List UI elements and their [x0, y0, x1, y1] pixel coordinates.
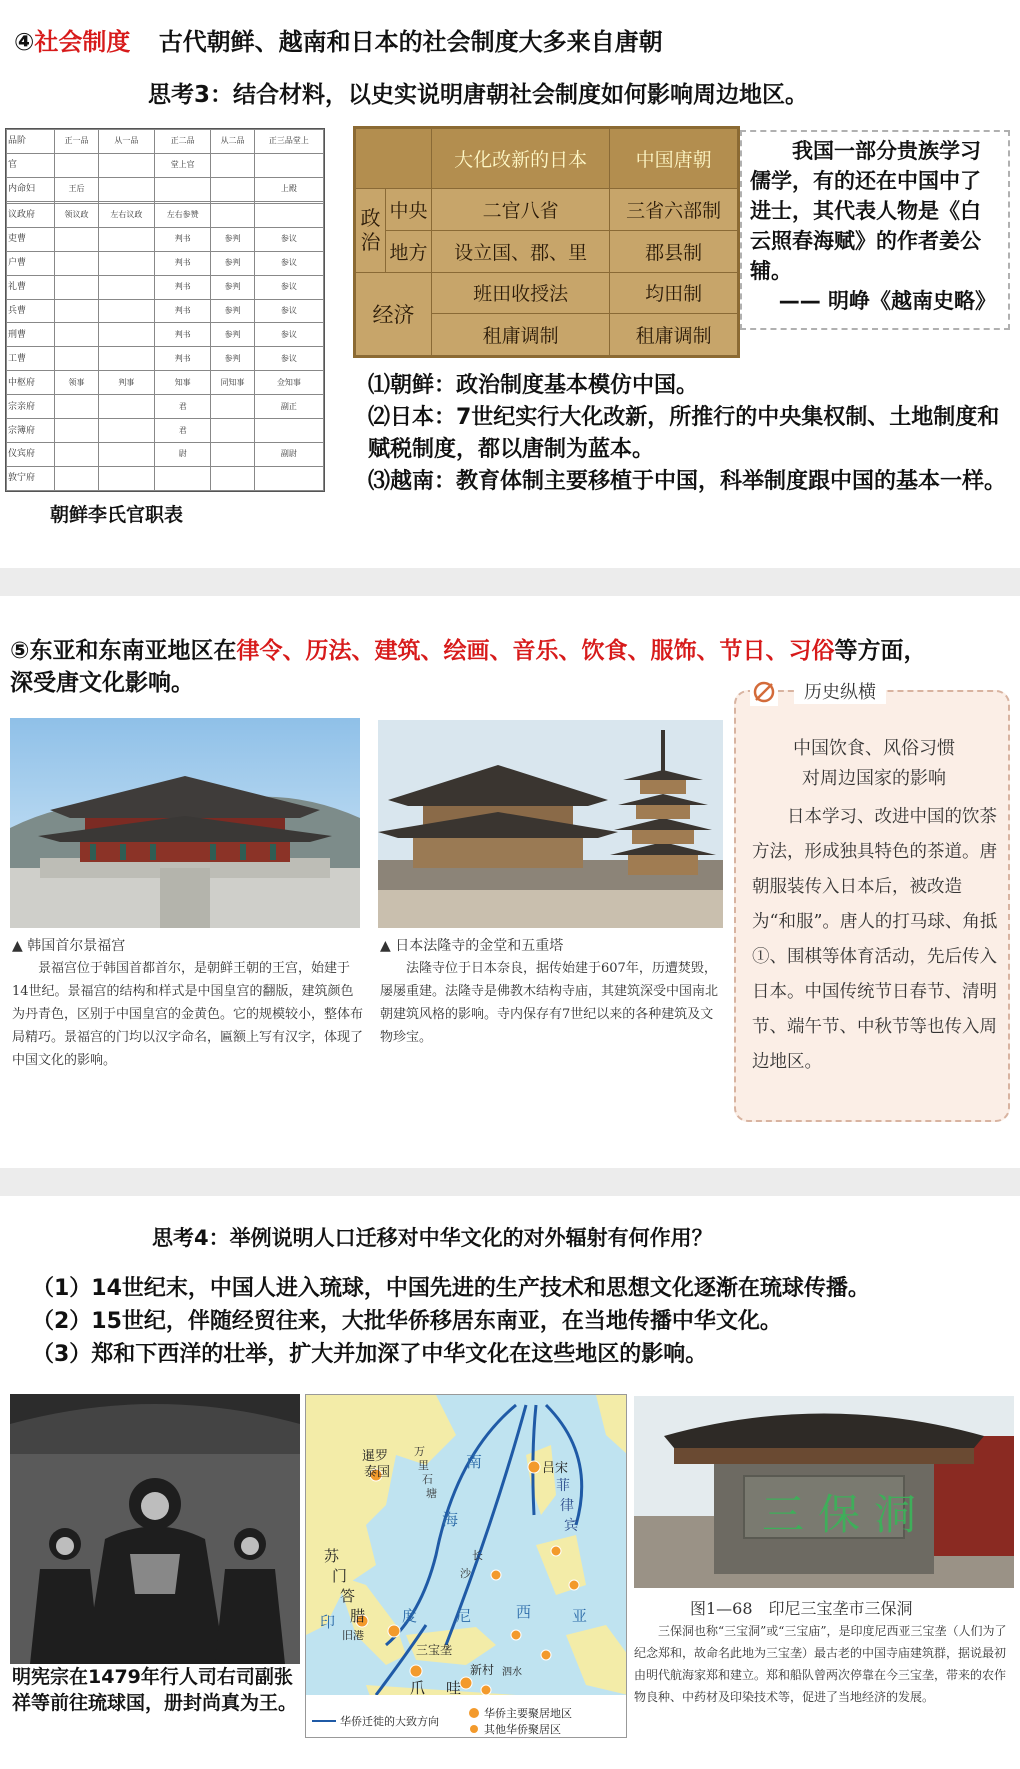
sam-poo-kong-text: 三保洞也称“三宝洞”或“三宝庙”，是印度尼西亚三宝垄（人们为了纪念郑和，故命名此地为三宝垄）最古老的中国寺庙建筑群，据说最初由明代航海家郑和建立。郑和船队曾两次停靠在今三宝垄，带来的农作物良种、中药材及印染技术等，促进了当地经济的发展。 [634, 1624, 1007, 1704]
korea-table-cell: 参判 [211, 347, 254, 371]
korea-table-cell [55, 299, 98, 323]
korea-table-cell [211, 203, 254, 227]
map-label-da: 答 [340, 1587, 356, 1605]
korea-table-cell [98, 153, 154, 177]
korea-table-row [7, 395, 324, 419]
map-label-semarang: 三宝垄 [416, 1643, 453, 1657]
korea-table-cell [211, 395, 254, 419]
korea-table-cell: 判书 [155, 347, 211, 371]
compare-cell: 设立国、郡、里 [432, 230, 610, 272]
korea-table-header-cell: 从二品 [211, 130, 254, 154]
compare-economy: 经济 [356, 272, 432, 356]
section6-points [32, 1272, 1017, 1371]
korea-table-cell: 判书 [155, 251, 211, 275]
korea-table-cell [211, 153, 254, 177]
korea-table-cell: 君 [155, 419, 211, 443]
section5-line2: 深受唐文化影响。 [10, 670, 194, 696]
korea-table-cell: 官 [7, 153, 55, 177]
map-label-ya: 亚 [572, 1607, 588, 1625]
map-label-wa: 哇 [446, 1679, 462, 1697]
map-label-tang: 塘 [426, 1487, 437, 1500]
korea-table-cell: 上殿 [254, 177, 323, 201]
korea-table-cell: 王后 [55, 177, 98, 201]
korea-table-cell: 参议 [254, 347, 323, 371]
korea-table-cell [55, 227, 98, 251]
section4-points [368, 370, 1008, 498]
map-label-shi: 石 [422, 1473, 433, 1486]
korea-table-row [7, 275, 324, 299]
korea-table-cell [98, 419, 154, 443]
korea-table-cell: 知事 [155, 371, 211, 395]
vietnam-quote: 我国一部分贵族学习儒学，有的还在中国中了进士，其代表人物是《白云照春海赋》的作者姜公辅。 [750, 139, 981, 283]
korea-table-cell [254, 203, 323, 227]
korea-table-cell [98, 347, 154, 371]
korea-table-cell [55, 419, 98, 443]
map-label-chang: 长 [472, 1549, 483, 1562]
korea-table-cell [55, 323, 98, 347]
korea-table-caption: 朝鲜李氏官职表 [50, 504, 184, 526]
compare-cell: 二官八省 [432, 189, 610, 231]
compare-col-tang: 中国唐朝 [610, 129, 738, 189]
korea-table-cell: 尉 [155, 442, 211, 466]
korea-table-cell: 内命妇 [7, 177, 55, 201]
korea-table-cell [155, 466, 211, 490]
korea-table-cell [254, 419, 323, 443]
sam-poo-kong-caption: 图1—68 印尼三宝垄市三保洞 [690, 1599, 913, 1618]
korea-table-header-cell: 品阶 [7, 130, 55, 154]
korea-table-cell: 领议政 [55, 203, 98, 227]
korea-table-cell: 敦宁府 [7, 466, 55, 490]
map-label-sha: 沙 [460, 1567, 471, 1580]
history-title: 历史纵横 [794, 678, 886, 704]
map-label-palembang: 旧港 [342, 1629, 364, 1642]
map-label-luzon: 吕宋 [542, 1461, 569, 1476]
history-heading [736, 734, 1012, 794]
compare-central: 中央 [386, 189, 432, 231]
korea-table-cell: 参判 [211, 251, 254, 275]
korea-table-cell [55, 251, 98, 275]
horyuji-text: 法隆寺位于日本奈良，据传始建于607年，历遭焚毁，屡屡重建。法隆寺是佛教木结构寺庙，其建筑深受中国南北朝建筑风格的影响。寺内保存有7世纪以来的各种建筑及文物珍宝。 [380, 961, 719, 1045]
korea-table-cell: 君 [155, 395, 211, 419]
korea-table-cell: 参判 [211, 275, 254, 299]
map-label-wan: 万 [414, 1445, 425, 1458]
korea-table-row [7, 419, 324, 443]
korea-table-cell: 副正 [254, 395, 323, 419]
separator [0, 1168, 1020, 1196]
korea-table-cell: 参判 [211, 299, 254, 323]
compare-local: 地方 [386, 230, 432, 272]
compare-cell: 均田制 [610, 272, 738, 314]
korea-table-cell: 堂上官 [155, 153, 211, 177]
compare-cell: 租庸调制 [610, 314, 738, 356]
korea-table-cell: 刑曹 [7, 323, 55, 347]
korea-table-cell: 判事 [98, 371, 154, 395]
map-label-su: 苏 [324, 1547, 340, 1565]
korea-table-cell: 议政府 [7, 203, 55, 227]
history-box [734, 682, 1010, 1122]
korea-table-cell: 中枢府 [7, 371, 55, 395]
korea-official-table [5, 128, 325, 492]
compare-politics: 政治 [356, 189, 386, 273]
map-label-phil-1: 菲 [556, 1478, 570, 1494]
korea-table-cell: 宗簿府 [7, 419, 55, 443]
korea-table-cell [98, 323, 154, 347]
map-label-ni: 尼 [456, 1607, 472, 1625]
korea-table-cell: 参判 [211, 227, 254, 251]
korea-table-cell: 工曹 [7, 347, 55, 371]
korea-table-cell: 判书 [155, 323, 211, 347]
think4-question: 思考4：举例说明人口迁移对中华文化的对外辐射有何作用？ [152, 1226, 713, 1250]
korea-table-cell [211, 177, 254, 201]
korea-table-cell [55, 395, 98, 419]
horyuji-caption: ▲ 日本法隆寺的金堂和五重塔 [380, 938, 564, 954]
korea-table-row [7, 371, 324, 395]
korea-table-row [7, 466, 324, 490]
korea-table-header-cell: 从一品 [98, 130, 154, 154]
korea-table-row [7, 227, 324, 251]
map-label-sea: 海 [442, 1510, 459, 1529]
korea-table-cell [98, 227, 154, 251]
map-label-men: 门 [332, 1567, 348, 1585]
section5-items: 律令、历法、建筑、绘画、音乐、饮食、服饰、节日、习俗 [236, 638, 835, 664]
korea-table-header-cell: 正三品堂上 [254, 130, 323, 154]
korea-table-cell [55, 442, 98, 466]
korea-table-cell: 礼曹 [7, 275, 55, 299]
korea-table-cell [55, 275, 98, 299]
korea-table-row [7, 153, 324, 177]
korea-table-cell [55, 347, 98, 371]
vietnam-quote-source: —— 明峥《越南史略》 [778, 289, 996, 313]
korea-table-cell: 副尉 [254, 442, 323, 466]
korea-table-header-cell: 正二品 [155, 130, 211, 154]
map-label-phil-2: 律 [560, 1498, 574, 1514]
korea-table-cell [55, 153, 98, 177]
history-icon [750, 678, 778, 706]
section4-title: 社会制度 [34, 28, 131, 56]
sam-poo-kong-photo [634, 1396, 1014, 1588]
korea-table-cell [211, 419, 254, 443]
korea-table-row [7, 347, 324, 371]
korea-table-cell: 判书 [155, 275, 211, 299]
map-label-surabaya: 泗水 [502, 1667, 522, 1678]
point-korea: ⑴朝鲜：政治制度基本模仿中国。 [368, 373, 699, 398]
korea-table-cell: 领事 [55, 371, 98, 395]
korea-table-cell: 参判 [211, 323, 254, 347]
korea-table-cell: 同知事 [211, 371, 254, 395]
compare-col-japan: 大化改新的日本 [432, 129, 610, 189]
compare-cell: 郡县制 [610, 230, 738, 272]
korea-table-cell: 兵曹 [7, 299, 55, 323]
korea-table-row [7, 299, 324, 323]
map-legend-other: 其他华侨聚居区 [484, 1723, 561, 1736]
section4-heading [14, 22, 663, 57]
korea-table-cell: 左右参赞 [155, 203, 211, 227]
history-body: 日本学习、改进中国的饮茶方法，形成独具特色的茶道。唐朝服装传入日本后，被改造为“和服”。唐人的打马球、角抵①、围棋等体育活动，先后传入日本。中国传统节日春节、清明节、端午节、中秋节等也传入周边地区。 [752, 807, 998, 1072]
korea-table-cell: 左右议政 [98, 203, 154, 227]
sam-poo-kong-sign: 三保洞 [762, 1490, 931, 1539]
map-label-thailand: 泰国 [364, 1465, 391, 1480]
korea-table-cell: 户曹 [7, 251, 55, 275]
korea-table-row [7, 177, 324, 201]
korea-table-cell [98, 275, 154, 299]
section5-suffix: 等方面， [834, 638, 927, 664]
map-label-siam: 暹罗 [362, 1449, 389, 1464]
korea-table-cell: 参议 [254, 251, 323, 275]
korea-table-cell: 参议 [254, 323, 323, 347]
history-heading-line1: 中国饮食、风俗习惯 [793, 738, 955, 759]
map-label-xincun: 新村 [470, 1663, 495, 1677]
map-legend-arrow: 华侨迁徙的大致方向 [340, 1715, 439, 1728]
korea-table-cell [254, 153, 323, 177]
korea-table-cell [155, 177, 211, 201]
point-japan: ⑵日本：7世纪实行大化改新，所推行的中央集权制、土地制度和赋税制度，都以唐制为蓝本。 [368, 405, 1000, 462]
korea-table-cell: 判书 [155, 227, 211, 251]
korea-table-cell [98, 442, 154, 466]
overseas-chinese-map [305, 1394, 627, 1738]
horyuji-photo [378, 720, 723, 928]
map-label-zhua: 爪 [410, 1679, 426, 1697]
korea-table-cell: 佥知事 [254, 371, 323, 395]
korea-table-cell: 参议 [254, 275, 323, 299]
korea-table-row [7, 203, 324, 227]
compare-cell: 租庸调制 [432, 314, 610, 356]
korea-table-cell [98, 299, 154, 323]
korea-table-cell [98, 395, 154, 419]
ming-envoy-caption: 明宪宗在1479年行人司右司副张祥等前往琉球国，册封尚真为王。 [12, 1666, 298, 1714]
section4-number: ④ [14, 28, 35, 56]
map-label-xi: 西 [516, 1603, 532, 1621]
korea-table-row [7, 442, 324, 466]
vietnam-quote-box [740, 130, 1010, 330]
separator [0, 568, 1020, 596]
korea-table-cell [254, 466, 323, 490]
map-label-yin: 印 [320, 1613, 336, 1631]
point-southeast-asia: （2）15世纪，伴随经贸往来，大批华侨移居东南亚，在当地传播中华文化。 [32, 1309, 782, 1334]
korea-table-cell: 参议 [254, 299, 323, 323]
point-vietnam: ⑶越南：教育体制主要移植于中国，科举制度跟中国的基本一样。 [368, 469, 1007, 494]
korea-table-cell: 宗亲府 [7, 395, 55, 419]
gyeongbokgung-photo [10, 718, 360, 928]
korea-table-cell [211, 442, 254, 466]
map-label-li: 里 [418, 1459, 429, 1472]
think3-question: 思考3：结合材料，以史实说明唐朝社会制度如何影响周边地区。 [148, 82, 809, 108]
compare-cell: 三省六部制 [610, 189, 738, 231]
korea-table-row [7, 323, 324, 347]
ming-envoy-painting [10, 1394, 300, 1664]
point-zhenghe: （3）郑和下西洋的壮举，扩大并加深了中华文化在这些地区的影响。 [32, 1342, 708, 1367]
map-label-south: 南 [466, 1452, 483, 1471]
korea-table-cell: 吏曹 [7, 227, 55, 251]
korea-table-cell [98, 466, 154, 490]
point-ryukyu: （1）14世纪末，中国人进入琉球，中国先进的生产技术和思想文化逐渐在琉球传播。 [32, 1276, 870, 1301]
korea-table-cell [211, 466, 254, 490]
map-label-du: 度 [402, 1607, 418, 1625]
map-label-phil-3: 宾 [564, 1518, 578, 1534]
map-label-la: 腊 [350, 1607, 366, 1625]
compare-cell: 班田收授法 [432, 272, 610, 314]
section4-subtitle: 古代朝鲜、越南和日本的社会制度大多来自唐朝 [158, 28, 663, 56]
korea-table-cell [98, 251, 154, 275]
korea-table-cell [55, 466, 98, 490]
section5-prefix: ⑤东亚和东南亚地区在 [10, 638, 237, 664]
japan-tang-compare-table [353, 126, 740, 358]
korea-table-cell [98, 177, 154, 201]
history-heading-line2: 对周边国家的影响 [802, 768, 946, 789]
korea-table-row [7, 251, 324, 275]
gyeongbokgung-text: 景福宫位于韩国首都首尔，是朝鲜王朝的王宫，始建于14世纪。景福宫的结构和样式是中国皇宫的翻版，建筑颜色为丹青色，区别于中国皇宫的金黄色。它的规模较小，整体布局精巧。景福宫的门均以汉字命名，匾额上写有汉字，体现了中国文化的影响。 [12, 961, 364, 1068]
korea-table-cell: 参议 [254, 227, 323, 251]
section5-heading [10, 632, 926, 665]
korea-table-cell: 判书 [155, 299, 211, 323]
korea-table-header-cell: 正一品 [55, 130, 98, 154]
korea-table-cell: 仪宾府 [7, 442, 55, 466]
map-legend-main: 华侨主要聚居地区 [484, 1707, 572, 1720]
gyeongbokgung-caption: ▲ 韩国首尔景福宫 [12, 938, 126, 954]
